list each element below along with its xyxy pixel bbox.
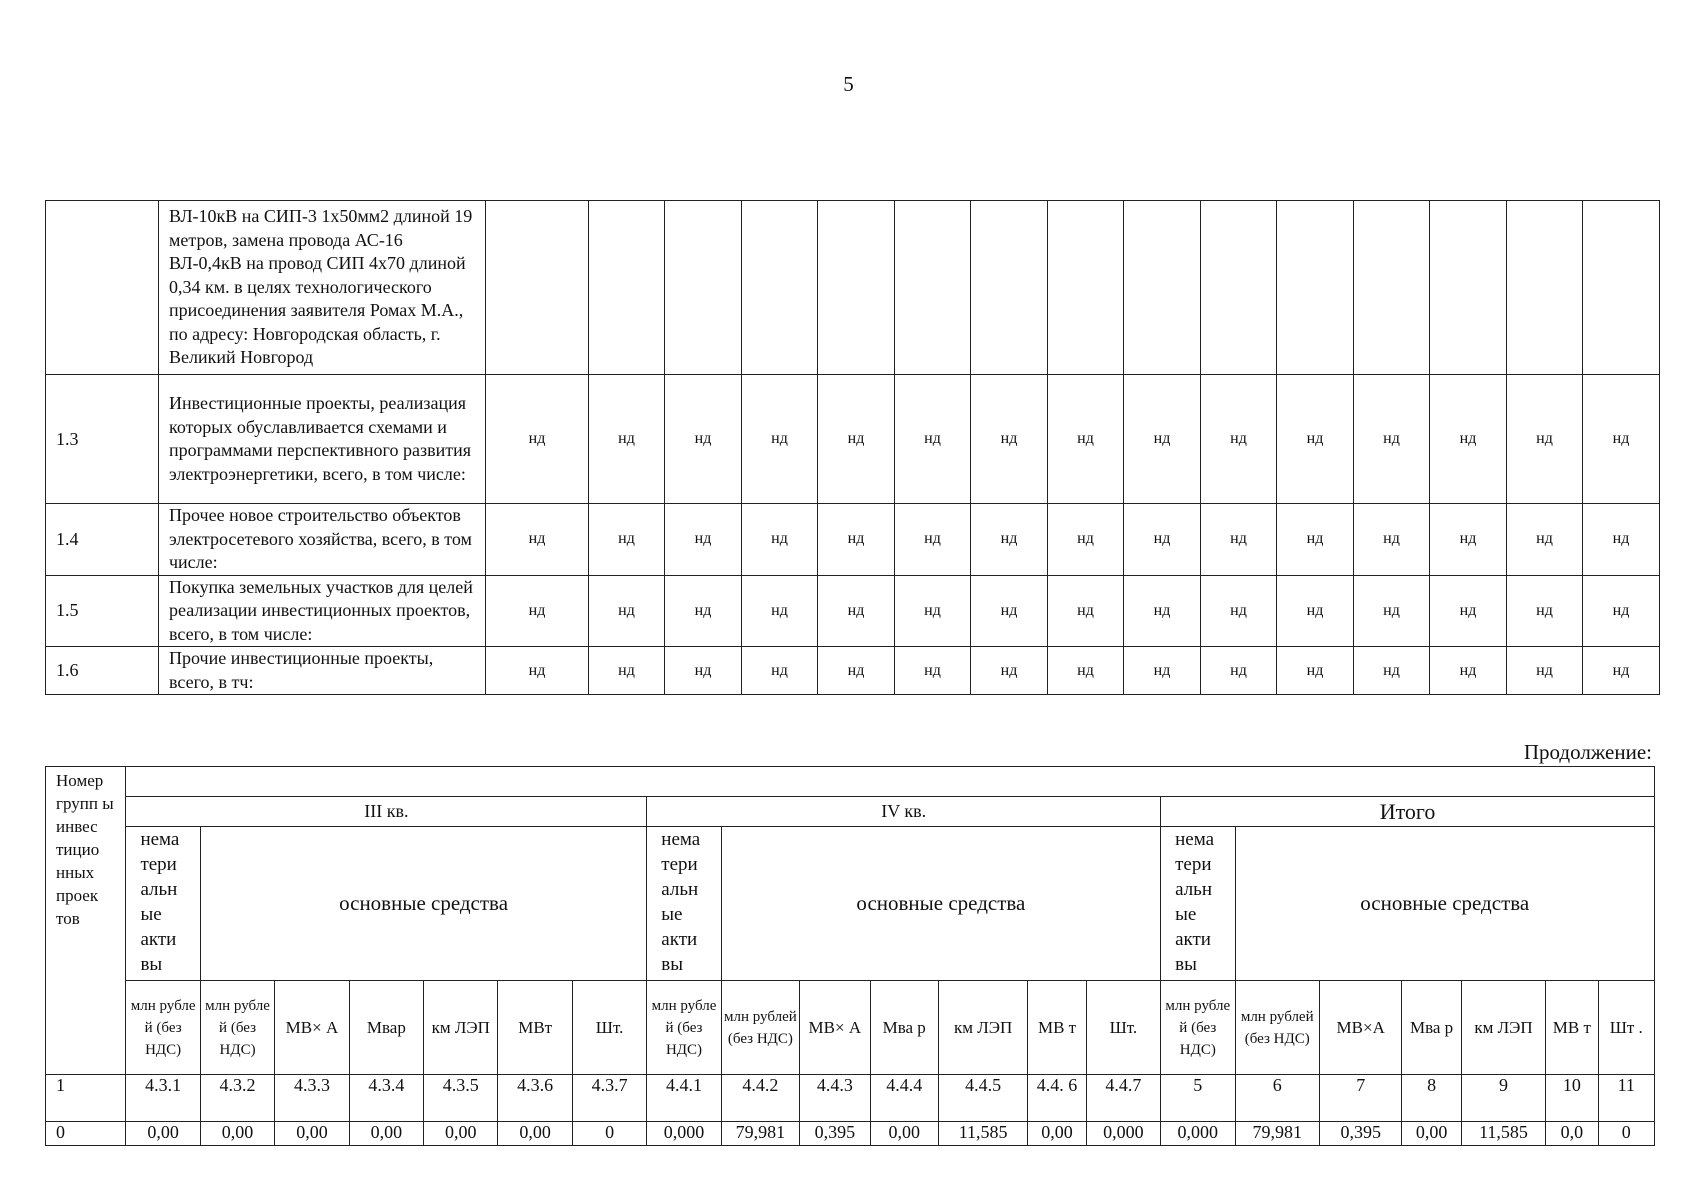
data-cell: нд xyxy=(1430,647,1507,695)
column-code: 4.4.7 xyxy=(1086,1075,1160,1122)
unit-header: млн рубле й (без НДС) xyxy=(647,981,721,1075)
row-number: 1.4 xyxy=(46,504,159,576)
fixed-assets-header: основные средства xyxy=(1235,827,1655,981)
data-cell xyxy=(1277,201,1354,375)
value-cell: 0 xyxy=(46,1122,126,1146)
row-number: 1.3 xyxy=(46,375,159,504)
unit-header: МВт xyxy=(498,981,572,1075)
table-row xyxy=(46,575,1660,647)
blank-header-cell xyxy=(126,767,1655,797)
data-cell xyxy=(1201,201,1277,375)
row-number: 1.5 xyxy=(46,575,159,647)
data-cell: нд xyxy=(1201,575,1277,647)
row-description: ВЛ-10кВ на СИП-3 1х50мм2 длиной 19 метров, замена провода АС-16 ВЛ-0,4кВ на провод СИП 4х70 длиной 0,34 км. в целях технологического присоединения заявителя Ромах М.А., по адресу: Новгородская область, г. Великий Новгород xyxy=(159,201,486,375)
data-cell: нд xyxy=(589,647,665,695)
investment-table-part1 xyxy=(45,200,1660,695)
data-cell: нд xyxy=(1354,375,1430,504)
table-row xyxy=(46,375,1660,504)
column-code: 10 xyxy=(1546,1075,1598,1122)
value-cell: 0,0 xyxy=(1546,1122,1598,1146)
data-cell: нд xyxy=(1354,647,1430,695)
data-cell: нд xyxy=(971,647,1048,695)
data-cell: нд xyxy=(1048,504,1124,576)
column-code: 6 xyxy=(1235,1075,1319,1122)
value-cell: 0 xyxy=(572,1122,646,1146)
data-cell: нд xyxy=(486,504,589,576)
value-cell: 79,981 xyxy=(1235,1122,1319,1146)
data-cell: нд xyxy=(971,375,1048,504)
unit-header: млн рубле й (без НДС) xyxy=(126,981,200,1075)
unit-header: МВ× А xyxy=(275,981,349,1075)
value-cell: 0,395 xyxy=(800,1122,870,1146)
data-cell xyxy=(665,201,742,375)
unit-header: млн рубле й (без НДС) xyxy=(200,981,274,1075)
data-cell xyxy=(589,201,665,375)
unit-header: МВ× А xyxy=(800,981,870,1075)
data-cell: нд xyxy=(1507,647,1583,695)
data-cell xyxy=(1507,201,1583,375)
column-code: 4.4. 6 xyxy=(1028,1075,1086,1122)
unit-header: Шт. xyxy=(572,981,646,1075)
data-cell xyxy=(1583,201,1660,375)
table-row xyxy=(46,647,1660,695)
data-cell xyxy=(1048,201,1124,375)
value-cell: 0,00 xyxy=(349,1122,423,1146)
data-cell: нд xyxy=(1048,647,1124,695)
data-cell: нд xyxy=(818,504,895,576)
data-cell: нд xyxy=(1277,375,1354,504)
unit-header: км ЛЭП xyxy=(938,981,1027,1075)
data-cell: нд xyxy=(818,575,895,647)
column-code: 11 xyxy=(1598,1075,1655,1122)
data-cell xyxy=(742,201,818,375)
value-cell: 0,00 xyxy=(126,1122,200,1146)
quarter-4-header: IV кв. xyxy=(647,797,1161,827)
column-code: 4.4.1 xyxy=(647,1075,721,1122)
unit-header: Мва р xyxy=(870,981,938,1075)
unit-header: Шт . xyxy=(1598,981,1655,1075)
data-cell: нд xyxy=(742,375,818,504)
data-cell xyxy=(895,201,971,375)
data-cell: нд xyxy=(665,375,742,504)
data-cell xyxy=(1354,201,1430,375)
data-cell: нд xyxy=(1507,375,1583,504)
data-cell: нд xyxy=(1430,575,1507,647)
data-cell: нд xyxy=(1583,504,1660,576)
intangible-assets-header: нема тери альн ые акти вы xyxy=(1161,827,1235,981)
data-cell xyxy=(486,201,589,375)
unit-header: млн рублей (без НДС) xyxy=(721,981,799,1075)
unit-header: млн рубле й (без НДС) xyxy=(1161,981,1235,1075)
row-number: 1.6 xyxy=(46,647,159,695)
value-cell: 0,00 xyxy=(870,1122,938,1146)
column-code: 4.3.6 xyxy=(498,1075,572,1122)
column-code: 4.3.7 xyxy=(572,1075,646,1122)
value-cell: 0,395 xyxy=(1319,1122,1401,1146)
data-cell: нд xyxy=(1277,575,1354,647)
column-code: 4.4.5 xyxy=(938,1075,1027,1122)
intangible-assets-header: нема тери альн ые акти вы xyxy=(126,827,200,981)
data-cell: нд xyxy=(1124,575,1201,647)
data-cell: нд xyxy=(665,575,742,647)
page-number: 5 xyxy=(843,72,854,96)
value-cell: 0,00 xyxy=(1028,1122,1086,1146)
data-cell: нд xyxy=(1507,575,1583,647)
data-cell: нд xyxy=(665,504,742,576)
unit-header: Шт. xyxy=(1086,981,1160,1075)
row-description: Прочие инвестиционные проекты, всего, в тч: xyxy=(159,647,486,695)
value-cell: 11,585 xyxy=(938,1122,1027,1146)
column-code: 8 xyxy=(1402,1075,1461,1122)
data-cell: нд xyxy=(742,504,818,576)
unit-header: Мва р xyxy=(1402,981,1461,1075)
data-cell: нд xyxy=(486,647,589,695)
value-cell: 0,00 xyxy=(275,1122,349,1146)
unit-header: млн рублей (без НДС) xyxy=(1235,981,1319,1075)
column-code: 4.3.3 xyxy=(275,1075,349,1122)
fixed-assets-header: основные средства xyxy=(200,827,646,981)
intangible-assets-header: нема тери альн ые акти вы xyxy=(647,827,721,981)
data-cell: нд xyxy=(818,647,895,695)
unit-header: км ЛЭП xyxy=(1461,981,1545,1075)
data-cell: нд xyxy=(1277,647,1354,695)
data-cell: нд xyxy=(742,575,818,647)
column-code: 4.4.4 xyxy=(870,1075,938,1122)
value-cell: 11,585 xyxy=(1461,1122,1545,1146)
data-cell: нд xyxy=(665,647,742,695)
quarter-3-header: III кв. xyxy=(126,797,647,827)
column-code: 9 xyxy=(1461,1075,1545,1122)
data-cell: нд xyxy=(486,375,589,504)
data-cell: нд xyxy=(589,504,665,576)
value-cell: 0,000 xyxy=(647,1122,721,1146)
data-cell xyxy=(1430,201,1507,375)
value-cell: 0,00 xyxy=(424,1122,498,1146)
data-cell: нд xyxy=(1277,504,1354,576)
value-cell: 0,000 xyxy=(1161,1122,1235,1146)
value-cell: 79,981 xyxy=(721,1122,799,1146)
data-cell: нд xyxy=(1124,375,1201,504)
data-cell: нд xyxy=(589,575,665,647)
table-row xyxy=(46,504,1660,576)
data-cell: нд xyxy=(1048,575,1124,647)
data-cell: нд xyxy=(1048,375,1124,504)
data-cell: нд xyxy=(971,575,1048,647)
column-code: 4.3.1 xyxy=(126,1075,200,1122)
row-number xyxy=(46,201,159,375)
data-cell: нд xyxy=(895,647,971,695)
data-cell: нд xyxy=(486,575,589,647)
data-cell: нд xyxy=(1430,375,1507,504)
data-cell: нд xyxy=(1124,504,1201,576)
table-row xyxy=(46,201,1660,375)
data-cell xyxy=(818,201,895,375)
column-code: 4.3.2 xyxy=(200,1075,274,1122)
data-cell: нд xyxy=(818,375,895,504)
continuation-label: Продолжение: xyxy=(1523,740,1652,764)
group-number-header: Номер групп ы инвес тицио нных проек тов xyxy=(46,767,126,1075)
data-cell: нд xyxy=(1583,647,1660,695)
column-code: 4.3.5 xyxy=(424,1075,498,1122)
column-code: 7 xyxy=(1319,1075,1401,1122)
data-cell: нд xyxy=(895,504,971,576)
unit-header: МВ т xyxy=(1028,981,1086,1075)
investment-table-continuation xyxy=(45,766,1655,1146)
data-cell xyxy=(971,201,1048,375)
data-cell xyxy=(1124,201,1201,375)
column-code: 1 xyxy=(46,1075,126,1122)
data-cell: нд xyxy=(1430,504,1507,576)
value-cell: 0 xyxy=(1598,1122,1655,1146)
row-description: Инвестиционные проекты, реализация которых обуславливается схемами и программами перспективного развития электроэнергетики, всего, в том числе: xyxy=(159,375,486,504)
data-cell: нд xyxy=(1507,504,1583,576)
data-cell: нд xyxy=(895,575,971,647)
unit-header: км ЛЭП xyxy=(424,981,498,1075)
data-cell: нд xyxy=(1354,575,1430,647)
value-cell: 0,00 xyxy=(1402,1122,1461,1146)
data-cell: нд xyxy=(1201,504,1277,576)
column-code: 4.4.2 xyxy=(721,1075,799,1122)
row-description: Покупка земельных участков для целей реализации инвестиционных проектов, всего, в том числе: xyxy=(159,575,486,647)
column-code: 5 xyxy=(1161,1075,1235,1122)
value-cell: 0,00 xyxy=(200,1122,274,1146)
data-cell: нд xyxy=(895,375,971,504)
unit-header: Мвар xyxy=(349,981,423,1075)
data-cell: нд xyxy=(1354,504,1430,576)
column-code: 4.4.3 xyxy=(800,1075,870,1122)
data-cell: нд xyxy=(1583,575,1660,647)
row-description: Прочее новое строительство объектов электросетевого хозяйства, всего, в том числе: xyxy=(159,504,486,576)
value-cell: 0,00 xyxy=(498,1122,572,1146)
data-cell: нд xyxy=(1124,647,1201,695)
unit-header: МВ×А xyxy=(1319,981,1401,1075)
data-cell: нд xyxy=(742,647,818,695)
fixed-assets-header: основные средства xyxy=(721,827,1160,981)
data-cell: нд xyxy=(589,375,665,504)
column-code: 4.3.4 xyxy=(349,1075,423,1122)
data-cell: нд xyxy=(1201,647,1277,695)
value-cell: 0,000 xyxy=(1086,1122,1160,1146)
unit-header: МВ т xyxy=(1546,981,1598,1075)
data-cell: нд xyxy=(1583,375,1660,504)
total-header: Итого xyxy=(1161,797,1655,827)
data-cell: нд xyxy=(971,504,1048,576)
data-cell: нд xyxy=(1201,375,1277,504)
